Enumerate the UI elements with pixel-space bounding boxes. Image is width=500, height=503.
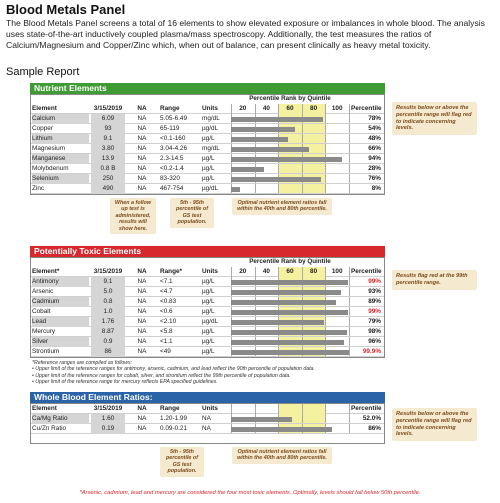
previous-value: NA [137, 328, 147, 335]
result-value: 5.0 [91, 287, 125, 297]
element-name: Arsenic [32, 288, 54, 295]
reference-range: 83-320 [160, 175, 180, 182]
tick-label: 60 [286, 268, 294, 275]
percentile-bar [231, 127, 295, 132]
units: µg/dL [202, 318, 219, 325]
percentile-bar [231, 157, 342, 162]
column-header: 3/15/2019 [93, 268, 123, 275]
units: NA [202, 425, 211, 432]
tick-label: 80 [310, 268, 318, 275]
reference-range: <0.2-1.4 [160, 165, 184, 172]
result-value: 1.76 [91, 317, 125, 327]
percentile-value: 28% [368, 165, 381, 172]
units: µg/L [202, 338, 215, 345]
percentile-bar [231, 340, 344, 345]
result-value: 1.0 [91, 307, 125, 317]
table-row [31, 144, 384, 154]
units: µg/L [202, 155, 215, 162]
column-header: 3/15/2019 [93, 405, 123, 412]
result-value: 0.9 [91, 337, 125, 347]
percentile-bar [231, 320, 324, 325]
result-value: 0.19 [91, 424, 125, 434]
reference-range: <2.10 [160, 318, 177, 325]
reference-range: <49 [160, 348, 171, 355]
table-row [31, 174, 384, 184]
tick-label: 100 [331, 268, 343, 275]
reference-notes [32, 360, 382, 386]
sample-report-heading: Sample Report [6, 66, 80, 78]
nutrient-section-header: Nutrient Elements [30, 83, 385, 94]
column-header: Element [32, 405, 57, 412]
previous-value: NA [137, 318, 147, 325]
table-row [31, 154, 384, 164]
units: µg/L [202, 308, 215, 315]
previous-value: NA [137, 425, 147, 432]
percentile-bar [231, 350, 349, 355]
result-value: 93 [91, 124, 125, 134]
table-header-row [31, 404, 384, 414]
toxic-section-header: Potentially Toxic Elements [30, 246, 385, 257]
reference-range: <4.7 [160, 288, 173, 295]
previous-value: NA [137, 115, 147, 122]
percentile-value: 89% [368, 298, 381, 305]
column-header: NA [137, 405, 147, 412]
chart-subheader: Percentile Rank by Quintile [249, 95, 331, 102]
units: µg/dL [202, 125, 219, 132]
element-name: Selenium [32, 174, 89, 184]
result-value: 250 [91, 174, 125, 184]
optimal-note: Optimal nutrient element ratios fall within the 40th and 80th percentile. [232, 198, 332, 215]
percentile-bar [231, 290, 341, 295]
result-value: 0.8 [91, 297, 125, 307]
percentile-bar [231, 167, 264, 172]
element-name: Lead [32, 317, 89, 327]
previous-value: NA [137, 145, 147, 152]
result-value: 1.60 [91, 414, 125, 424]
previous-value: NA [137, 415, 147, 422]
reference-range: 1.20-1.99 [160, 415, 188, 422]
previous-value: NA [137, 338, 147, 345]
reference-range: 0.09-0.21 [160, 425, 188, 432]
reference-range: 2.3-14.5 [160, 155, 184, 162]
percentile-bar [231, 280, 348, 285]
units: NA [202, 415, 211, 422]
reference-range: <7.1 [160, 278, 173, 285]
column-header: Units [202, 268, 218, 275]
reference-range: 467-754 [160, 185, 184, 192]
previous-value: NA [137, 155, 147, 162]
element-name: Lithium [32, 134, 89, 144]
percentile-value: 54% [368, 125, 381, 132]
percentile-value: 99% [368, 278, 381, 285]
previous-value: NA [137, 135, 147, 142]
percentile-value: 96% [368, 338, 381, 345]
followup-note: When a follow up test is administered, results will show here. [110, 198, 156, 234]
element-name: Silver [32, 337, 89, 347]
tick-label: 100 [331, 105, 343, 112]
tick-label: 20 [239, 268, 247, 275]
percentile-bar [231, 417, 292, 422]
tick-label: 80 [310, 105, 318, 112]
toxic-table [30, 257, 385, 358]
percentile-bar [231, 147, 309, 152]
tick-label: 20 [239, 105, 247, 112]
percentile-bar [231, 137, 288, 142]
previous-value: NA [137, 175, 147, 182]
ratios-side-note: Results below or above the percentile range will flag red to indicate concerning levels. [392, 408, 477, 441]
column-header: Range [160, 105, 180, 112]
previous-value: NA [137, 165, 147, 172]
ratios-section-header: Whole Blood Element Ratios: [30, 392, 385, 403]
result-value: 9.1 [91, 134, 125, 144]
previous-value: NA [137, 125, 147, 132]
previous-value: NA [137, 185, 147, 192]
percentile-bar [231, 117, 323, 122]
percentile-value: 52.0% [362, 415, 381, 422]
reference-note-line: • Upper limit of the reference ranges for cobalt, silver, and strontium reflect the 99th percentile of population data. [32, 372, 291, 379]
column-header: Range* [160, 268, 183, 275]
column-header: Element [32, 105, 57, 112]
element-name: Magnesium [32, 145, 66, 152]
table-row [31, 307, 384, 317]
reference-range: <0.1-160 [160, 135, 186, 142]
element-name: Molybdenum [32, 165, 69, 172]
column-header-percentile: Percentile [351, 268, 382, 275]
table-row [31, 277, 384, 287]
column-header: Range [160, 405, 180, 412]
result-value: 8.87 [91, 327, 125, 337]
result-value: 9.1 [91, 277, 125, 287]
reference-range: 5.05-6.49 [160, 115, 188, 122]
tick-label: 40 [262, 105, 270, 112]
reference-range: <0.83 [160, 298, 177, 305]
column-header: Units [202, 105, 218, 112]
chart-subheader: Percentile Rank by Quintile [249, 258, 331, 265]
tick-label: 40 [262, 268, 270, 275]
result-value: 13.9 [91, 154, 125, 164]
units: µg/dL [202, 185, 219, 192]
nutrient-side-note: Results below or above the percentile range will flag red to indicate concerning levels. [392, 102, 477, 135]
toxic-side-note: Results flag red at the 99th percentile range. [392, 270, 477, 290]
units: mg/dL [202, 145, 220, 152]
percentile-bar [231, 330, 347, 335]
percentile-bar [231, 187, 240, 192]
column-header-percentile: Percentile [351, 405, 382, 412]
table-row [31, 124, 384, 134]
table-row [31, 424, 384, 434]
units: µg/L [202, 278, 215, 285]
percentile-bar [231, 310, 348, 315]
column-header: NA [137, 268, 147, 275]
units: µg/L [202, 135, 215, 142]
reference-range: <0.6 [160, 308, 173, 315]
table-row [31, 347, 384, 357]
element-name: Cobalt [32, 308, 51, 315]
tick-label: 60 [286, 105, 294, 112]
result-value: 0.8 B [91, 164, 125, 174]
units: µg/L [202, 288, 215, 295]
element-name: Cadmium [32, 297, 89, 307]
table-row [31, 317, 384, 327]
column-header: Element* [32, 268, 60, 275]
page-title: Blood Metals Panel [6, 2, 126, 17]
result-value: 6.09 [91, 114, 125, 124]
result-value: 86 [91, 347, 125, 357]
table-row [31, 337, 384, 347]
ratios-table [30, 403, 385, 444]
nutrient-table [30, 94, 385, 195]
percentile-value: 76% [368, 175, 381, 182]
percentile-value: 48% [368, 135, 381, 142]
ratio-optimal-note: Optimal nutrient element ratios fall within the 40th and 80th percentile. [232, 447, 332, 464]
percentile-value: 98% [368, 328, 381, 335]
element-name: Copper [32, 125, 53, 132]
reference-note-line: • Upper limit of the reference ranges for antimony, arsenic, cadmium, and lead reflect the 90th percentile of population data. [32, 366, 315, 373]
column-header: 3/15/2019 [93, 105, 123, 112]
previous-value: NA [137, 298, 147, 305]
element-name: Zinc [32, 185, 45, 192]
units: µg/L [202, 175, 215, 182]
column-header: Units [202, 405, 218, 412]
percentile-bar [231, 177, 321, 182]
result-value: 3.80 [91, 144, 125, 154]
percentile-value: 93% [368, 288, 381, 295]
reference-range: <5.8 [160, 328, 173, 335]
table-row [31, 414, 384, 424]
element-name: Strontium [32, 348, 60, 355]
element-name: Antimony [32, 277, 89, 287]
table-row [31, 164, 384, 174]
column-header-percentile: Percentile [351, 105, 382, 112]
table-row [31, 297, 384, 307]
result-value: 490 [91, 184, 125, 194]
element-name: Calcium [32, 114, 89, 124]
element-name: Cu/Zn Ratio [32, 425, 67, 432]
units: µg/L [202, 348, 215, 355]
previous-value: NA [137, 288, 147, 295]
reference-range: 65-119 [160, 125, 180, 132]
percentile-bar [231, 300, 336, 305]
percentile-value: 78% [368, 115, 381, 122]
units: µg/L [202, 165, 215, 172]
percentile-value: 99% [368, 308, 381, 315]
previous-value: NA [137, 348, 147, 355]
footer-note: *Arsenic, cadmium, lead and mercury are considered the four most toxic elements. Optimally, levels should fall below 50th percentile. [79, 490, 421, 496]
reference-note-line: *Reference ranges are compiled as follows: [32, 360, 133, 366]
column-header: NA [137, 105, 147, 112]
percentile-value: 94% [368, 155, 381, 162]
previous-value: NA [137, 308, 147, 315]
percentile-value: 79% [368, 318, 381, 325]
table-row [31, 287, 384, 297]
percentile-bar [231, 427, 332, 432]
percentile-value: 8% [371, 185, 381, 192]
units: µg/L [202, 328, 215, 335]
element-name: Manganese [32, 154, 89, 164]
table-row [31, 134, 384, 144]
units: µg/L [202, 298, 215, 305]
table-row [31, 114, 384, 124]
reference-range: <1.1 [160, 338, 173, 345]
range-note: 5th - 95th percentile of GS test population. [170, 198, 214, 228]
table-row [31, 327, 384, 337]
percentile-value: 66% [368, 145, 381, 152]
previous-value: NA [137, 278, 147, 285]
element-name: Ca/Mg Ratio [32, 414, 89, 424]
reference-note-line: • Upper limit of the reference range for mercury reflects EPA specified guidelines. [32, 379, 218, 386]
intro-paragraph: The Blood Metals Panel screens a total of 16 elements to show elevated exposure or imbalances in whole blood. The analysis uses state-of-the-art inductively coupled plasma/mass spectroscopy. Additionally, the test measures the ratios of Calcium/Magnesium and Copper/Zinc which, when out of balance, can present clinically as heavy metal toxicity. [6, 18, 485, 50]
table-row [31, 184, 384, 194]
reference-range: 3.04-4.26 [160, 145, 188, 152]
units: mg/dL [202, 115, 220, 122]
ratio-range-note: 5th - 95th percentile of GS test population. [160, 447, 204, 477]
element-name: Mercury [32, 328, 56, 335]
percentile-value: 99.9% [362, 348, 381, 355]
percentile-value: 86% [368, 425, 381, 432]
